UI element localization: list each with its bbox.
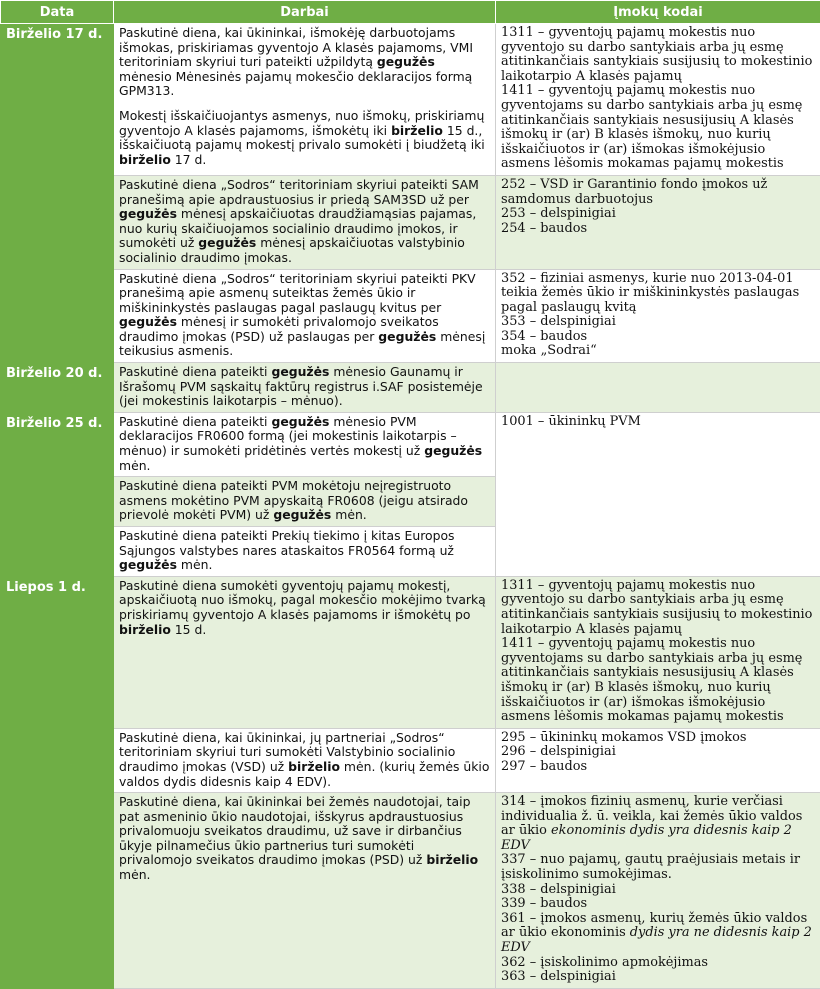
work-text: mėn. (kurių žemės ūkio valdos dydis didesnis kaip 4 EDV). — [119, 759, 489, 789]
work-cell — [114, 24, 496, 176]
header-date: Data — [1, 1, 114, 24]
header-work: Darbai — [114, 1, 496, 24]
work-cell — [114, 412, 496, 476]
code-item: 353 – delspinigiai — [501, 315, 816, 330]
month-bold: birželio — [119, 622, 171, 637]
table-row — [1, 269, 820, 363]
code-item: 296 – delspinigiai — [501, 745, 816, 760]
codes-cell — [496, 793, 820, 989]
month-bold: birželio — [391, 123, 443, 138]
work-text: mėn. — [331, 507, 366, 522]
code-item: 337 – nuo pajamų, gautų praėjusiais metais ir įsiskolinimo sumokėjimas. — [501, 853, 816, 882]
work-text: Paskutinė diena „Sodros“ teritoriniam skyriui pateikti SAM pranešimą apie apdraustuosius ir priedą SAM3SD už per — [119, 177, 479, 207]
work-cell — [114, 793, 496, 989]
work-text: Paskutinė diena, kai ūkininkai, jų partneriai „Sodros“ teritoriniam skyriui turi sumokėti Valstybinio socialinio draudimo įmokas (VSD) už — [119, 730, 455, 774]
month-bold: gegužės — [119, 557, 177, 572]
month-bold: birželio — [119, 152, 171, 167]
work-cell — [114, 269, 496, 363]
code-italic: ekonominis dydis yra didesnis kaip 2 EDV — [501, 823, 792, 853]
codes-cell — [496, 175, 820, 269]
codes-cell — [496, 576, 820, 728]
month-bold: gegužės — [119, 206, 177, 221]
code-item: 1411 – gyventojų pajamų mokestis nuo gyventojams su darbo santykiais arba jų esmę atitinkančiais santykiais nesusijusių A klasės išmokų ir (ar) B klasės išmokų, nuo kurių išskaičiuotos ir (ar) išmokas išmokėjusio asmens lėšomis mokamas pajamų mokestis — [501, 637, 816, 725]
codes-cell — [496, 269, 820, 363]
code-italic: dydis yra ne didesnis kaip 2 EDV — [501, 925, 812, 955]
month-bold: birželio — [426, 852, 478, 867]
date-cell: Birželio 17 d. — [1, 24, 114, 363]
date-cell: Liepos 1 d. — [1, 576, 114, 988]
work-text: Paskutinė diena pateikti — [119, 414, 271, 429]
code-item: 362 – įsiskolinimo apmokėjimas — [501, 956, 816, 971]
work-cell — [114, 363, 496, 413]
work-text: Paskutinė diena „Sodros“ teritoriniam skyriui pateikti PKV pranešimą apie asmenų suteiktas žemės ūkio ir miškininkystės paslaugas pagal paslaugų kvitus per — [119, 271, 476, 315]
month-bold: gegužės — [198, 235, 256, 250]
header-row — [1, 1, 820, 24]
work-text: 15 d., išskaičiuotą pajamų mokestį privalo sumokėti į biudžetą iki — [119, 123, 485, 153]
date-cell: Birželio 20 d. — [1, 363, 114, 413]
work-text: mėnesį apskaičiuotas draudžiamąsias pajamas, nuo kurių skaičiuojamos socialinio draudimo įmokos, ir sumokėti už — [119, 206, 476, 250]
month-bold: gegužės — [271, 414, 329, 429]
table-row — [1, 728, 820, 792]
code-text: 314 – įmokos fizinių asmenų, kurie verčiasi individualia ž. ū. veikla, kai žemės ūkio valdos ar ūkio — [501, 794, 802, 838]
date-cell: Birželio 25 d. — [1, 412, 114, 576]
code-item: 352 – fiziniai asmenys, kurie nuo 2013-04-01 teikia žemės ūkio ir miškininkystės paslaugas pagal paslaugų kvitą — [501, 272, 816, 316]
codes-cell — [496, 363, 820, 413]
work-text: mėnesį teikusius asmenis. — [119, 329, 485, 359]
code-text: 361 – įmokos asmenų, kurių žemės ūkio valdos ar ūkio ekonominis — [501, 911, 807, 941]
work-text: 17 d. — [171, 152, 206, 167]
work-text: mėn. — [119, 458, 151, 473]
work-text: Mokestį išskaičiuojantys asmenys, nuo išmokų, priskiriamų gyventojo A klasės pajamoms, išmokėtų iki — [119, 108, 484, 138]
month-bold: gegužės — [378, 329, 436, 344]
codes-cell — [496, 24, 820, 176]
month-bold: gegužės — [119, 314, 177, 329]
work-paragraph — [119, 109, 491, 167]
code-item: 297 – baudos — [501, 760, 816, 775]
work-text: Paskutinė diena sumokėti gyventojų pajamų mokestį, apskaičiuotą nuo išmokų, pagal mokesčio mokėjimo tvarką priskiriamų gyventojo A klasės pajamoms ir išmokėtų po — [119, 578, 486, 622]
month-bold: gegužės — [273, 507, 331, 522]
code-item: 1411 – gyventojų pajamų mokestis nuo gyventojams su darbo santykiais arba jų esmę atitinkančiais santykiais nesusijusių A klasės išmokų ir (ar) B klasės išmokų, nuo kurių išskaičiuotos ir (ar) išmokas išmokėjusio asmens lėšomis mokamas pajamų mokestis — [501, 84, 816, 172]
table-row — [1, 793, 820, 989]
work-text: mėnesį ir sumokėti privalomojo sveikatos draudimo įmokas (PSD) už paslaugas per — [119, 314, 439, 344]
code-item: 254 – baudos — [501, 222, 816, 237]
table-row — [1, 24, 820, 176]
work-text: Paskutinė diena pateikti PVM mokėtoju neįregistruoto asmens mokėtino PVM apyskaitą FR0608 (jeigu atsirado prievolė mokėti PVM) už — [119, 478, 468, 522]
code-item: 339 – baudos — [501, 897, 816, 912]
code-item: 252 – VSD ir Garantinio fondo įmokos už samdomus darbuotojus — [501, 178, 816, 207]
work-cell — [114, 477, 496, 527]
work-text: Paskutinė diena, kai ūkininkai bei žemės naudotojai, taip pat asmeninio ūkio naudotojai, išskyrus apdraustuosius privalomuoju sveikatos draudimu, už save ir dirbančius ūkyje pilnamečius ūkio partnerius turi sumokėti privalomojo sveikatos draudimo įmokas (PSD) už — [119, 794, 470, 867]
work-cell — [114, 728, 496, 792]
table-row — [1, 412, 820, 476]
code-item: 1001 – ūkininkų PVM — [501, 415, 816, 430]
code-item: 338 – delspinigiai — [501, 883, 816, 898]
month-bold: birželio — [288, 759, 340, 774]
table-row — [1, 175, 820, 269]
code-item: 354 – baudos — [501, 330, 816, 345]
month-bold: gegužės — [377, 54, 435, 69]
codes-cell — [496, 728, 820, 792]
work-text: Paskutinė diena pateikti — [119, 364, 271, 379]
work-cell — [114, 175, 496, 269]
work-text: 15 d. — [171, 622, 206, 637]
code-item — [501, 795, 816, 853]
code-item: 253 – delspinigiai — [501, 207, 816, 222]
work-text: Paskutinė diena pateikti Prekių tiekimo į kitas Europos Sąjungos valstybes nares ataskaitos FR0564 formą už — [119, 528, 455, 558]
month-bold: gegužės — [271, 364, 329, 379]
header-codes: Įmokų kodai — [496, 1, 820, 24]
work-cell — [114, 527, 496, 577]
code-item: moka „Sodrai“ — [501, 344, 816, 359]
code-item — [501, 912, 816, 956]
month-bold: gegužės — [424, 443, 482, 458]
work-text: mėnesio Mėnesinės pajamų mokesčio deklaracijos formą GPM313. — [119, 69, 472, 99]
work-text: mėnesio Gaunamų ir Išrašomų PVM sąskaitų faktūrų registrus i.SAF posistemėje (jei mokestinis laikotarpis – mėnuo). — [119, 364, 483, 408]
code-item: 363 – delspinigiai — [501, 970, 816, 985]
work-text: mėn. — [119, 867, 151, 882]
work-text: Paskutinė diena, kai ūkininkai, išmokėję darbuotojams išmokas, priskiriamas gyventojo A klasės pajamoms, VMI teritoriniam skyriui turi pateikti užpildytą — [119, 25, 473, 69]
code-item: 295 – ūkininkų mokamos VSD įmokos — [501, 731, 816, 746]
codes-cell — [496, 412, 820, 576]
work-cell — [114, 576, 496, 728]
table-row — [1, 576, 820, 728]
work-text: mėn. — [177, 557, 212, 572]
code-item: 1311 – gyventojų pajamų mokestis nuo gyventojo su darbo santykiais arba jų esmę atitinkančiais santykiais susijusių to mokestinio laikotarpio A klasės pajamų — [501, 579, 816, 637]
code-item: 1311 – gyventojų pajamų mokestis nuo gyventojo su darbo santykiais arba jų esmę atitinkančiais santykiais susijusių to mokestinio laikotarpio A klasės pajamų — [501, 26, 816, 84]
work-text: mėnesį apskaičiuotas valstybinio socialinio draudimo įmokas. — [119, 235, 465, 265]
work-text: mėnesio PVM deklaracijos FR0600 formą (jei mokestinis laikotarpis – mėnuo) ir sumokėti pridėtinės vertės mokestį už — [119, 414, 457, 458]
table-row — [1, 363, 820, 413]
